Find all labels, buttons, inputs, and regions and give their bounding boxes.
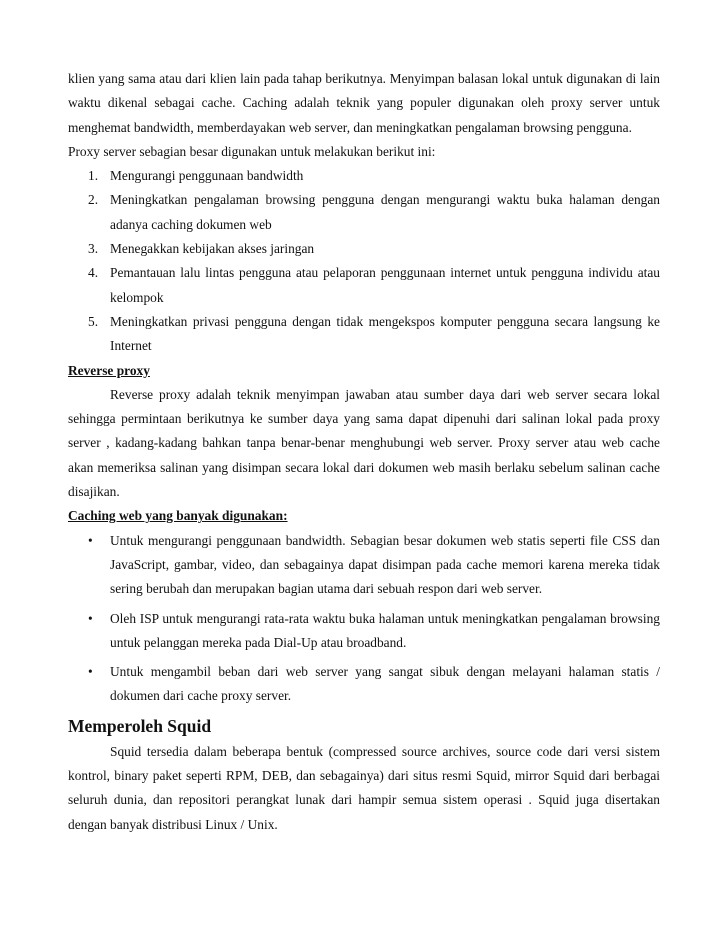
- bullet-icon: •: [88, 610, 93, 626]
- reverse-proxy-paragraph: Reverse proxy adalah teknik menyimpan jawaban atau sumber daya dari web server secara lokal sehingga permintaan berikutnya ke sumber daya yang sama dapat dipenuhi dari salinan lokal pada proxy server , kadang-kadang bahkan tanpa benar-benar menghubungi web server. Proxy server atau web cache akan memeriksa salinan yang disimpan secara lokal dari dokumen web masih berlaku sebelum salinan cache disajikan.: [68, 386, 660, 500]
- caching-list: [68, 529, 660, 709]
- squid-heading: Memperoleh Squid: [68, 715, 212, 736]
- list-item: [68, 188, 660, 237]
- list-item: [68, 310, 660, 359]
- list-item-text: Untuk mengambil beban dari web server yang sangat sibuk dengan melayani halaman statis / dokumen dari cache proxy server.: [110, 664, 660, 704]
- list-number: 1.: [88, 168, 99, 184]
- list-item-text: Meningkatkan pengalaman browsing pengguna dengan mengurangi waktu buka halaman dengan adanya caching dokumen web: [110, 192, 660, 232]
- list-number: 5.: [88, 313, 99, 329]
- list-item: [68, 261, 660, 310]
- list-number: 2.: [88, 192, 99, 208]
- list-item: [68, 237, 660, 261]
- list-number: 3.: [88, 241, 99, 257]
- list-item: [68, 164, 660, 188]
- list-item-text: Oleh ISP untuk mengurangi rata-rata waktu buka halaman untuk meningkatkan pengalaman browsing untuk pelanggan mereka pada Dial-Up atau broadband.: [110, 610, 660, 650]
- reverse-proxy-heading: Reverse proxy: [68, 362, 150, 378]
- intro-paragraph: klien yang sama atau dari klien lain pada tahap berikutnya. Menyimpan balasan lokal untuk digunakan di lain waktu dikenal sebagai cache. Caching adalah teknik yang populer digunakan oleh proxy server untuk menghemat bandwidth, memberdayakan web server, dan meningkatkan pengalaman browsing pengguna.: [68, 71, 660, 135]
- list-item: [68, 660, 660, 709]
- squid-paragraph: Squid tersedia dalam beberapa bentuk (compressed source archives, source code dari versi sistem kontrol, binary paket seperti RPM, DEB, dan sebagainya) dari situs resmi Squid, mirror Squid dari berbagai seluruh dunia, dan repositori perangkat lunak dari hampir semua sistem operasi . Squid juga disertakan dengan banyak distribusi Linux / Unix.: [68, 743, 660, 832]
- bullet-icon: •: [88, 664, 93, 680]
- list-item: [68, 607, 660, 656]
- list-item-text: Mengurangi penggunaan bandwidth: [110, 168, 304, 184]
- caching-heading: Caching web yang banyak digunakan:: [68, 508, 288, 524]
- bullet-icon: •: [88, 532, 93, 548]
- list-item-text: Menegakkan kebijakan akses jaringan: [110, 241, 315, 257]
- list-item-text: Pemantauan lalu lintas pengguna atau pelaporan penggunaan internet untuk pengguna individu atau kelompok: [110, 265, 660, 305]
- list-lead: Proxy server sebagian besar digunakan untuk melakukan berikut ini:: [68, 143, 436, 159]
- proxy-uses-list: [68, 164, 660, 358]
- list-item-text: Untuk mengurangi penggunaan bandwidth. Sebagian besar dokumen web statis seperti file CSS dan JavaScript, gambar, video, dan sebagainya dapat disimpan pada cache memori karena mereka tidak sering berubah dan merupakan bagian utama dari sebuah respon dari web server.: [110, 532, 660, 597]
- list-item-text: Meningkatkan privasi pengguna dengan tidak mengekspos komputer pengguna secara langsung ke Internet: [110, 313, 660, 354]
- list-item: [68, 529, 660, 602]
- list-number: 4.: [88, 265, 99, 281]
